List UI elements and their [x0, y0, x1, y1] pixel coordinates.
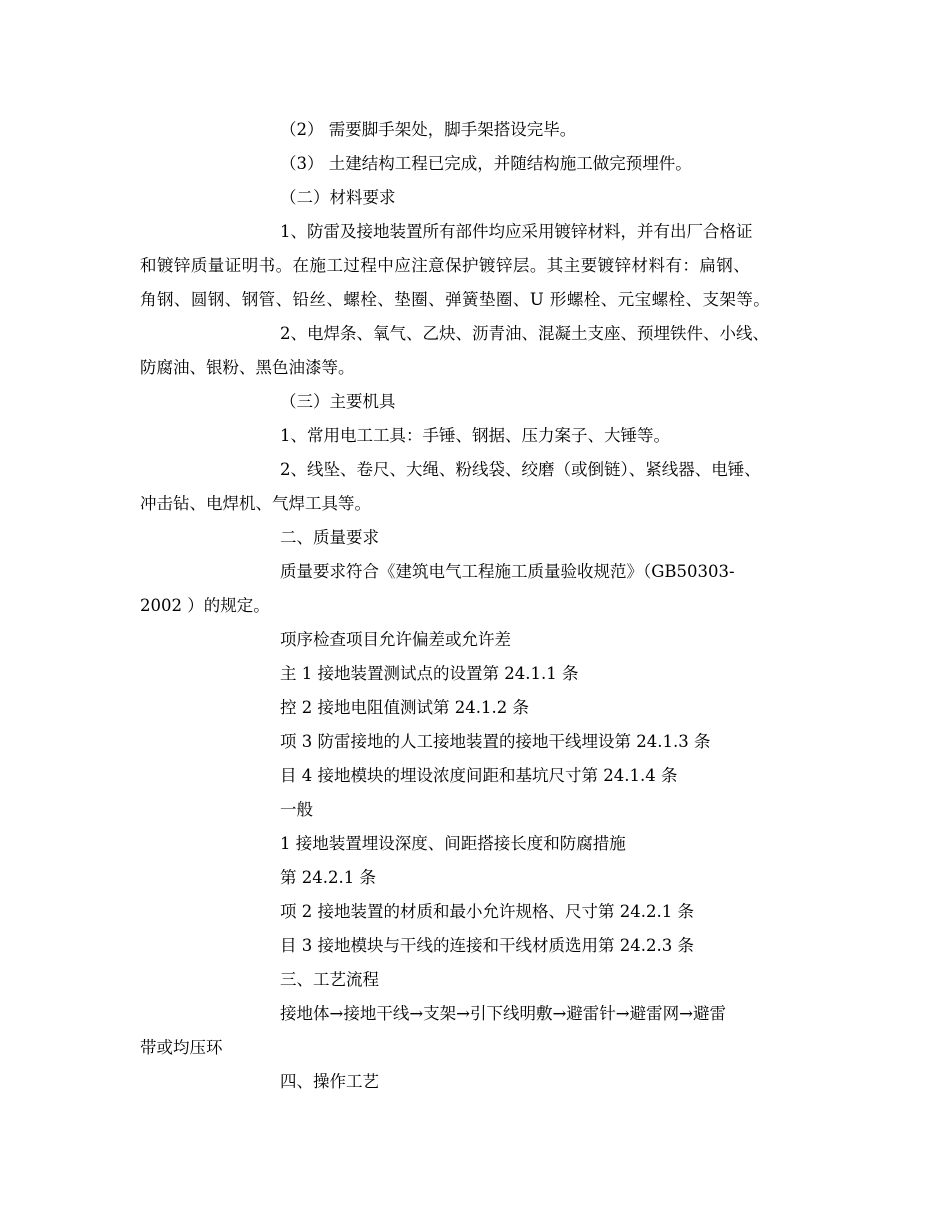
text-line: 和镀锌质量证明书。在施工过程中应注意保护镀锌层。其主要镀锌材料有：扁钢、	[140, 256, 751, 275]
text-line: 1、常用电工工具：手锤、钢据、压力案子、大锤等。	[280, 426, 670, 445]
text-line: 2002 ）的规定。	[140, 596, 270, 615]
text-line: 接地体→接地干线→支架→引下线明敷→避雷针→避雷网→避雷	[280, 1004, 726, 1023]
section-heading: （二）材料要求	[280, 188, 396, 207]
table-row-line: 主 1 接地装置测试点的设置第 24.1.1 条	[280, 664, 579, 683]
text-line: 防腐油、银粉、黑色油漆等。	[140, 358, 355, 377]
table-row-line: 目 4 接地模块的埋设浓度间距和基坑尺寸第 24.1.4 条	[280, 766, 678, 785]
text-line: 冲击钻、电焊机、气焊工具等。	[140, 494, 371, 513]
table-row-line: 目 3 接地模块与干线的连接和干线材质选用第 24.2.3 条	[280, 936, 694, 955]
text-line: 2、线坠、卷尺、大绳、粉线袋、绞磨（或倒链）、紧线器、电锤、	[280, 460, 761, 479]
section-heading: 二、质量要求	[280, 528, 379, 547]
text-line: 角钢、圆钢、钢管、铅丝、螺栓、垫圈、弹簧垫圈、U 形螺栓、元宝螺栓、支架等。	[140, 290, 771, 309]
section-heading: （三）主要机具	[280, 392, 396, 411]
table-row-line: 项 2 接地装置的材质和最小允许规格、尺寸第 24.2.1 条	[280, 902, 694, 921]
table-row-line: 控 2 接地电阻值测试第 24.1.2 条	[280, 698, 529, 717]
table-row-line: 第 24.2.1 条	[280, 868, 376, 887]
table-header-line: 项序检查项目允许偏差或允许差	[280, 630, 511, 649]
text-line: （2） 需要脚手架处，脚手架搭设完毕。	[280, 120, 577, 139]
section-heading: 四、操作工艺	[280, 1072, 379, 1091]
text-line: 质量要求符合《建筑电气工程施工质量验收规范》（GB50303-	[280, 562, 735, 581]
text-line: （3） 土建结构工程已完成，并随结构施工做完预埋件。	[280, 154, 692, 173]
table-row-line: 项 3 防雷接地的人工接地装置的接地干线埋设第 24.1.3 条	[280, 732, 711, 751]
text-line: 2、电焊条、氧气、乙炔、沥青油、混凝土支座、预埋铁件、小线、	[280, 324, 769, 343]
table-row-line: 1 接地装置埋设深度、间距搭接长度和防腐措施	[280, 834, 626, 853]
text-line: 带或均压环	[140, 1038, 223, 1057]
text-line: 1、防雷及接地装置所有部件均应采用镀锌材料，并有出厂合格证	[280, 222, 753, 241]
section-heading: 三、工艺流程	[280, 970, 379, 989]
table-row-line: 一般	[280, 800, 313, 819]
